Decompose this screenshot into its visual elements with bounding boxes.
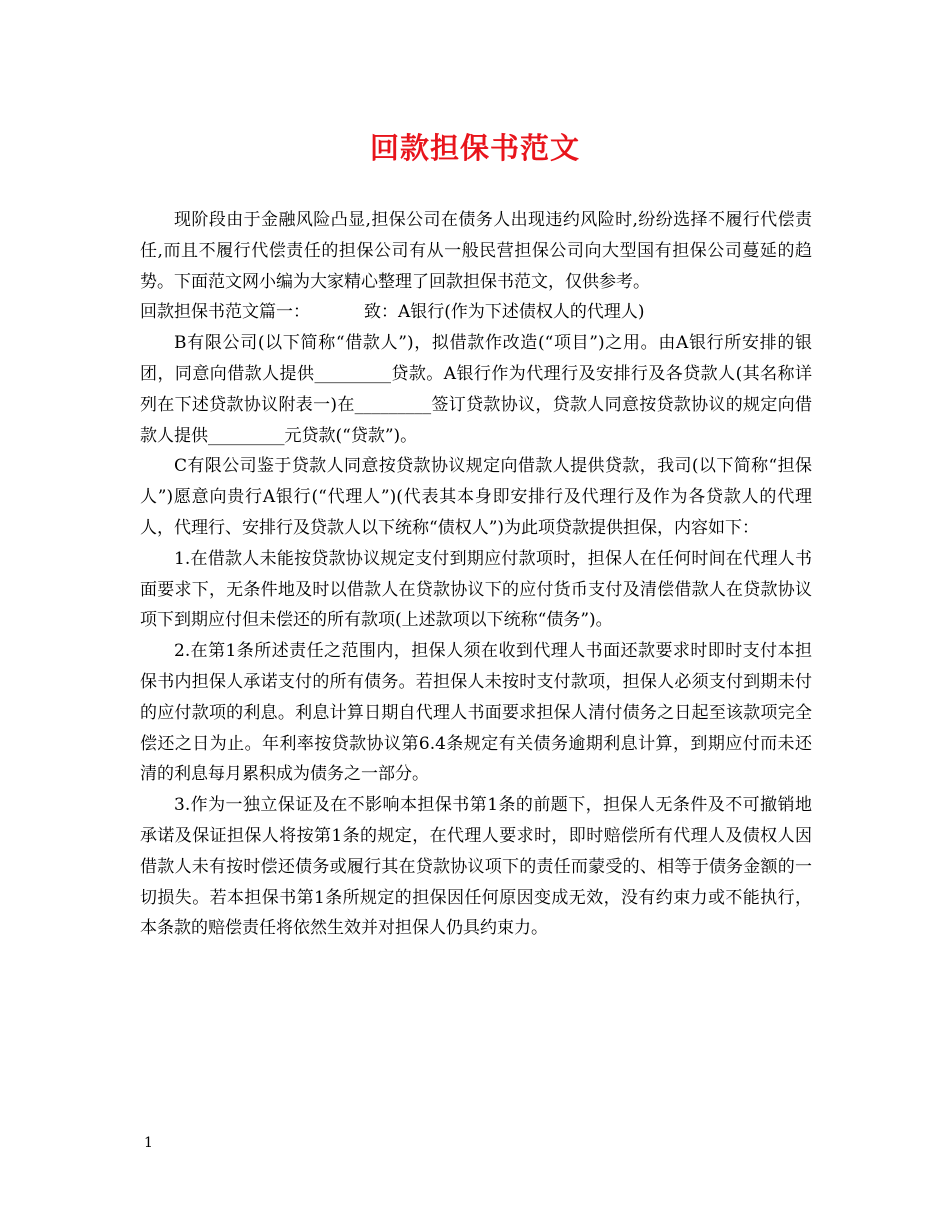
borrower-paragraph: B有限公司(以下简称“借款人”)，拟借款作改造(“项目”)之用。由A银行所安排的银团，同意向借款人提供_________贷款。A银行作为代理行及安排行及各贷款人(其名称详列在下述贷款协议附表一)在_________签订贷款协议，贷款人同意按贷款协议的规定向借款人提供_________元贷款(“贷款”)。 — [140, 333, 812, 446]
page-number: 1 — [144, 1135, 153, 1151]
subheading-addressee: 致：A银行(作为下述债权人的代理人) — [364, 302, 645, 323]
clause-2-paragraph: 2.在第1条所述责任之范围内，担保人须在收到代理人书面还款要求时即时支付本担保书内担保人承诺支付的所有债务。若担保人未按时支付款项，担保人必须支付到期未付的应付款项的利息。利息计算日期自代理人书面要求担保人清付债务之日起至该款项完全偿还之日为止。年利率按贷款协议第6.4条规定有关债务逾期利息计算，到期应付而未还清的利息每月累积成为债务之一部分。 — [140, 641, 812, 785]
section-subheading — [140, 297, 812, 328]
subheading-label: 回款担保书范文篇一： — [140, 302, 310, 323]
guarantor-paragraph: C有限公司鉴于贷款人同意按贷款协议规定向借款人提供贷款，我司(以下简称“担保人”)愿意向贵行A银行(“代理人”)(代表其本身即安排行及代理行及作为各贷款人的代理人，代理行、安排行及贷款人以下统称“债权人”)为此项贷款提供担保，内容如下： — [140, 456, 812, 538]
document-title: 回款担保书范文 — [369, 131, 580, 165]
clause-1-paragraph: 1.在借款人未能按贷款协议规定支付到期应付款项时，担保人在任何时间在代理人书面要求下，无条件地及时以借款人在贷款协议下的应付货币支付及清偿借款人在贷款协议项下到期应付但未偿还的所有款项(上述款项以下统称“债务”)。 — [140, 548, 812, 631]
intro-paragraph: 现阶段由于金融风险凸显,担保公司在债务人出现违约风险时,纷纷选择不履行代偿责任,而且不履行代偿责任的担保公司有从一般民营担保公司向大型国有担保公司蔓延的趋势。下面范文网小编为大家精心整理了回款担保书范文，仅供参考。 — [140, 210, 812, 292]
clause-3-paragraph: 3.作为一独立保证及在不影响本担保书第1条的前题下，担保人无条件及不可撤销地承诺及保证担保人将按第1条的规定，在代理人要求时，即时赔偿所有代理人及债权人因借款人未有按时偿还债务或履行其在贷款协议项下的责任而蒙受的、相等于债务金额的一切损失。若本担保书第1条所规定的担保因任何原因变成无效，没有约束力或不能执行，本条款的赔偿责任将依然生效并对担保人仍具约束力。 — [140, 795, 812, 939]
document-body — [140, 205, 812, 944]
